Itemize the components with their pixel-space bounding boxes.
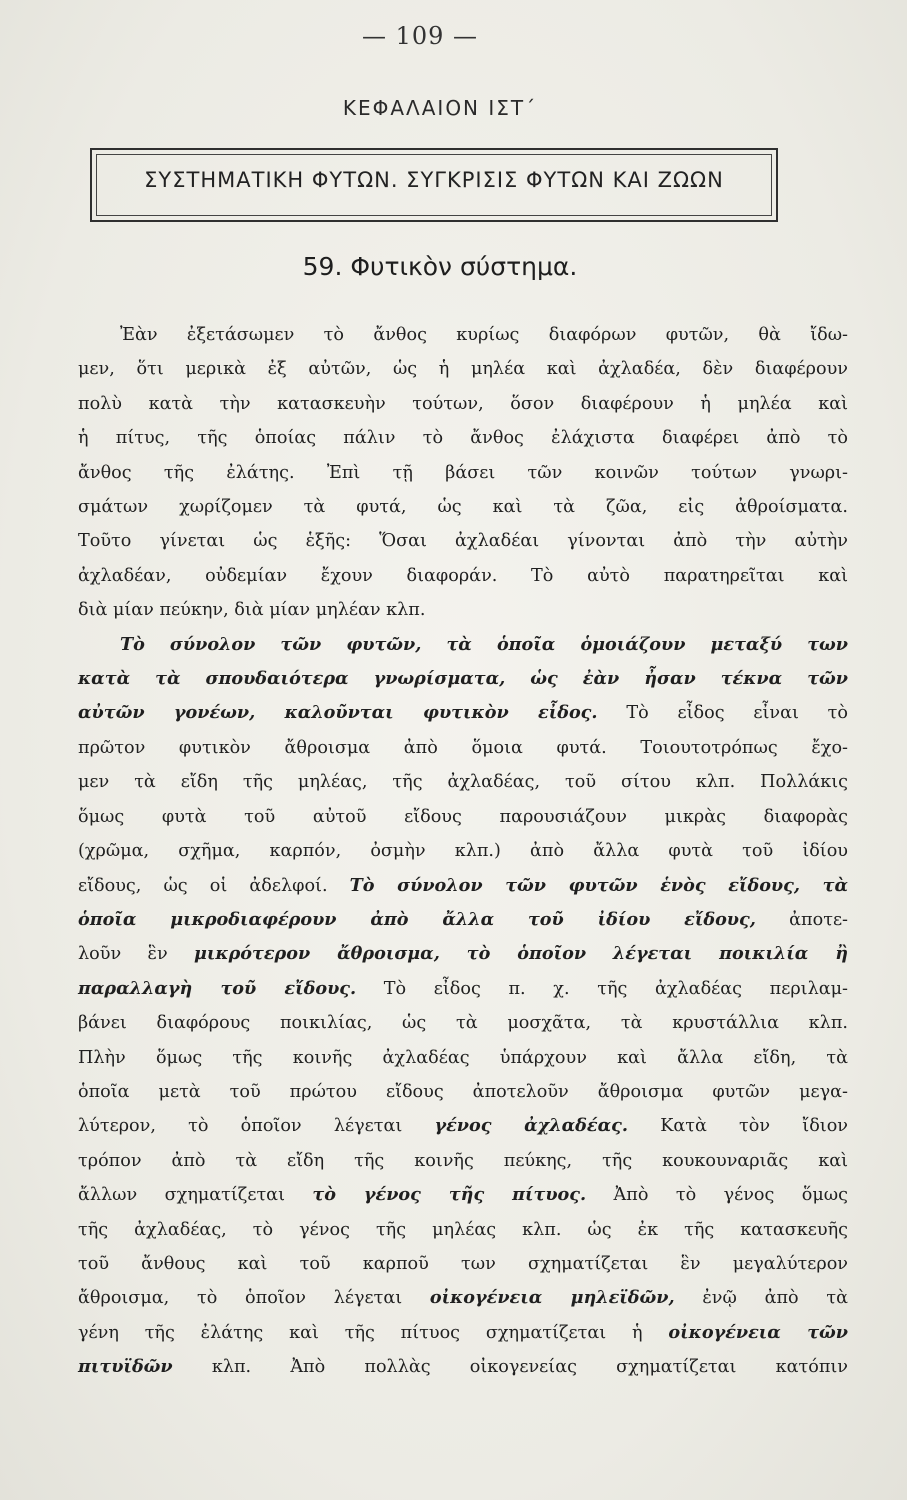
- text-line: [78, 524, 848, 558]
- text-line: [78, 456, 848, 490]
- body-text: [78, 318, 848, 1385]
- text-segment: λοῦν ἓν: [78, 944, 195, 965]
- text-line: [78, 937, 848, 971]
- text-segment: ὁποῖα μετὰ τοῦ πρώτου εἴδους ἀποτελοῦν ἄθροισμα φυτῶν μεγα-: [78, 1081, 848, 1102]
- text-segment: μεν, ὅτι μερικὰ ἐξ αὐτῶν, ὡς ἡ μηλέα καὶ ἀχλαδέα, δὲν διαφέρουν: [78, 359, 848, 380]
- emphasized-text: οἰκογένεια τῶν: [668, 1321, 849, 1343]
- text-line: [78, 696, 848, 730]
- text-line: [78, 869, 848, 903]
- emphasized-text: ὁποῖα μικροδιαφέρουν ἀπὸ ἄλλα τοῦ ἰδίου εἴδους,: [78, 908, 756, 930]
- text-segment: ἄλλων σχηματίζεται: [78, 1185, 313, 1206]
- section-heading: 59. Φυτικὸν σύστημα.: [302, 252, 578, 281]
- emphasized-text: κατὰ τὰ σπουδαιότερα γνωρίσματα, ὡς ἐὰν ἦσαν τέκνα τῶν: [78, 668, 848, 690]
- chapter-label: ΚΕΦΑΛΑΙΟΝ ΙΣΤ΄: [342, 96, 538, 120]
- text-segment: ἡ πίτυς, τῆς ὁποίας πάλιν τὸ ἄνθος ἐλάχιστα διαφέρει ἀπὸ τὸ: [78, 428, 848, 449]
- emphasized-text: παραλλαγὴ τοῦ εἴδους.: [78, 977, 357, 999]
- text-line: [78, 903, 848, 937]
- text-segment: ἐνῷ ἀπὸ τὰ: [674, 1288, 848, 1309]
- text-segment: Τὸ εἶδος εἶναι τὸ: [597, 703, 849, 724]
- text-segment: Ἐὰν ἐξετάσωμεν τὸ ἄνθος κυρίως διαφόρων φυτῶν, θὰ ἴδω-: [120, 325, 848, 345]
- text-line: [78, 1350, 848, 1384]
- text-segment: Τοῦτο γίνεται ὡς ἑξῆς: Ὅσαι ἀχλαδέαι γίνονται ἀπὸ τὴν αὐτὴν: [78, 531, 848, 552]
- text-segment: Πλὴν ὅμως τῆς κοινῆς ἀχλαδέας ὑπάρχουν καὶ ἄλλα εἴδη, τὰ: [78, 1047, 848, 1068]
- text-line: [78, 593, 848, 627]
- text-line: [78, 1281, 848, 1315]
- text-segment: λύτερον, τὸ ὁποῖον λέγεται: [78, 1116, 435, 1137]
- text-segment: ἄθροισμα, τὸ ὁποῖον λέγεται: [78, 1288, 430, 1309]
- text-segment: εἴδους, ὡς οἱ ἀδελφοί.: [78, 875, 350, 896]
- emphasized-text: αὐτῶν γονέων, καλοῦνται φυτικὸν εἶδος.: [78, 702, 598, 724]
- text-segment: πρῶτον φυτικὸν ἄθροισμα ἀπὸ ὅμοια φυτά. Τοιουτοτρόπως ἔχο-: [78, 737, 848, 758]
- text-line: [78, 628, 848, 662]
- text-line: [78, 421, 848, 455]
- text-segment: τῆς ἀχλαδέας, τὸ γένος τῆς μηλέας κλπ. ὡς ἐκ τῆς κατασκευῆς: [78, 1219, 848, 1240]
- text-line: [78, 318, 848, 352]
- text-line: [78, 490, 848, 524]
- text-line: [78, 731, 848, 765]
- emphasized-text: πιτυϊδῶν: [78, 1356, 173, 1378]
- text-line: [78, 1178, 848, 1212]
- text-line: [78, 972, 848, 1006]
- text-segment: Κατὰ τὸν ἴδιον: [627, 1116, 848, 1137]
- text-segment: διὰ μίαν πεύκην, διὰ μίαν μηλέαν κλπ.: [78, 600, 426, 621]
- text-segment: (χρῶμα, σχῆμα, καρπόν, ὀσμὴν κλπ.) ἀπὸ ἄλλα φυτὰ τοῦ ἰδίου: [78, 841, 848, 862]
- text-segment: βάνει διαφόρους ποικιλίας, ὡς τὰ μοσχᾶτα, τὰ κρυστάλλια κλπ.: [78, 1013, 848, 1034]
- text-segment: σμάτων χωρίζομεν τὰ φυτά, ὡς καὶ τὰ ζῶα, εἰς ἀθροίσματα.: [78, 497, 848, 518]
- text-line: [78, 800, 848, 834]
- emphasized-text: οἰκογένεια μηλεϊδῶν,: [429, 1287, 675, 1309]
- emphasized-text: γένος ἀχλαδέας.: [434, 1115, 628, 1137]
- text-segment: γένη τῆς ἐλάτης καὶ τῆς πίτυος σχηματίζεται ἡ: [78, 1322, 669, 1343]
- text-line: [78, 1006, 848, 1040]
- text-segment: ἀποτε-: [755, 909, 849, 930]
- text-line: [78, 387, 848, 421]
- text-segment: Ἀπὸ τὸ γένος ὅμως: [586, 1185, 849, 1206]
- emphasized-text: Τὸ σύνολον τῶν φυτῶν, τὰ ὁποῖα ὁμοιάζουν μεταξύ των: [120, 633, 848, 655]
- text-line: [78, 1213, 848, 1247]
- text-line: [78, 834, 848, 868]
- page-number: — 109 —: [361, 22, 479, 50]
- text-segment: ὅμως φυτὰ τοῦ αὐτοῦ εἴδους παρουσιάζουν μικρὰς διαφορὰς: [78, 806, 848, 827]
- text-line: [78, 1247, 848, 1281]
- chapter-title: ΣΥΣΤΗΜΑΤΙΚΗ ΦΥΤΩΝ. ΣΥΓΚΡΙΣΙΣ ΦΥΤΩΝ ΚΑΙ ΖΩΩΝ: [144, 168, 724, 192]
- emphasized-text: τὸ γένος τῆς πίτυος.: [312, 1184, 587, 1206]
- text-line: [78, 1109, 848, 1143]
- text-segment: ἄνθος τῆς ἐλάτης. Ἐπὶ τῇ βάσει τῶν κοινῶν τούτων γνωρι-: [78, 462, 848, 483]
- text-segment: τρόπον ἀπὸ τὰ εἴδη τῆς κοινῆς πεύκης, τῆς κουκουναριᾶς καὶ: [78, 1150, 848, 1171]
- text-line: [78, 1075, 848, 1109]
- text-line: [78, 1316, 848, 1350]
- text-segment: τοῦ ἄνθους καὶ τοῦ καρποῦ των σχηματίζεται ἓν μεγαλύτερον: [78, 1253, 848, 1274]
- text-segment: πολὺ κατὰ τὴν κατασκευὴν τούτων, ὅσον διαφέρουν ἡ μηλέα καὶ: [78, 393, 848, 414]
- text-line: [78, 765, 848, 799]
- text-segment: ἀχλαδέαν, οὐδεμίαν ἔχουν διαφοράν. Τὸ αὐτὸ παρατηρεῖται καὶ: [78, 565, 848, 586]
- text-line: [78, 559, 848, 593]
- text-line: [78, 1144, 848, 1178]
- emphasized-text: Τὸ σύνολον τῶν φυτῶν ἑνὸς εἴδους, τὰ: [349, 874, 848, 896]
- text-segment: Τὸ εἶδος π. χ. τῆς ἀχλαδέας περιλαμ-: [356, 978, 848, 999]
- text-line: [78, 352, 848, 386]
- text-line: [78, 1041, 848, 1075]
- text-segment: μεν τὰ εἴδη τῆς μηλέας, τῆς ἀχλαδέας, τοῦ σίτου κλπ. Πολλάκις: [78, 772, 848, 793]
- emphasized-text: μικρότερον ἄθροισμα, τὸ ὁποῖον λέγεται ποικιλία ἢ: [194, 943, 848, 965]
- text-line: [78, 662, 848, 696]
- text-segment: κλπ. Ἀπὸ πολλὰς οἰκογενείας σχηματίζεται κατόπιν: [172, 1357, 848, 1378]
